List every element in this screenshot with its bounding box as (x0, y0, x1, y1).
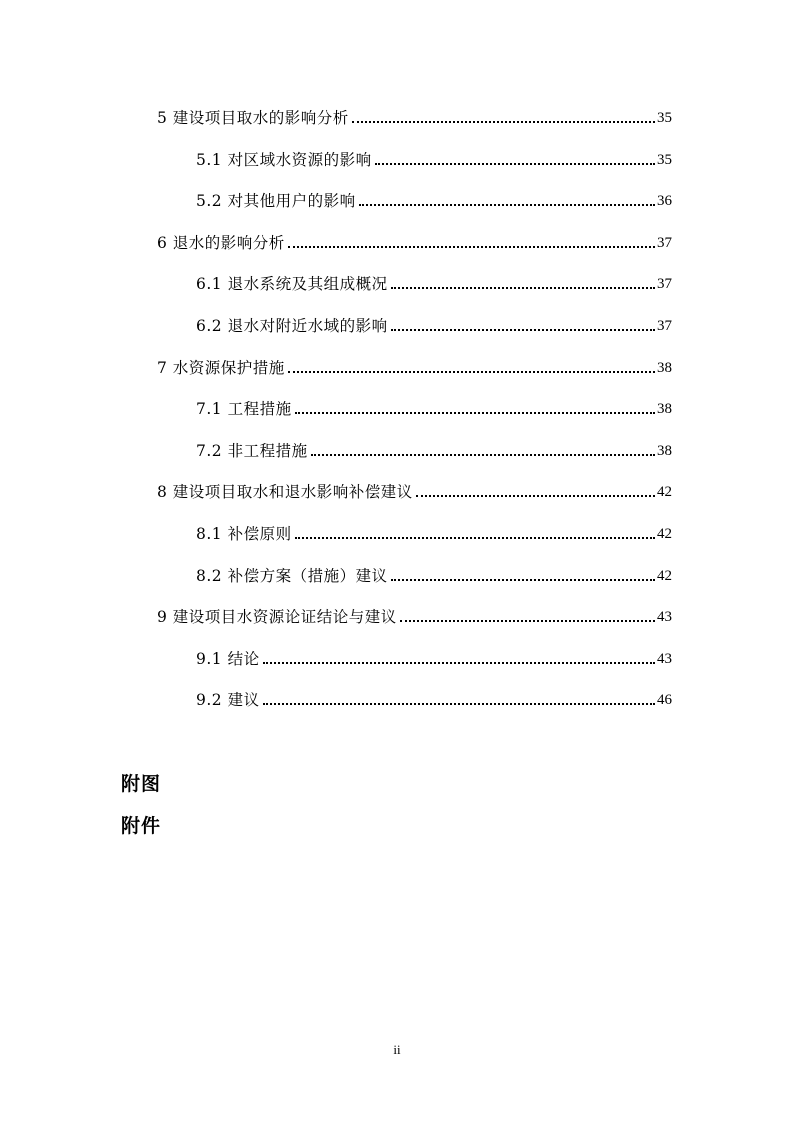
toc-entry[interactable] (196, 440, 672, 462)
toc-entry[interactable] (196, 149, 672, 171)
toc-entry-title: 7.2 非工程措施 (196, 442, 308, 460)
dot-leader (359, 204, 655, 206)
dot-leader (391, 579, 655, 581)
appendix-attachments-heading: 附件 (121, 815, 162, 837)
toc-entry[interactable] (196, 315, 672, 337)
toc-entry-title: 6 退水的影响分析 (157, 234, 285, 252)
dot-leader (263, 703, 655, 705)
dot-leader (391, 287, 655, 289)
toc-entry-title: 6.1 退水系统及其组成概况 (196, 275, 388, 293)
toc-entry-title: 8.1 补偿原则 (196, 525, 292, 543)
toc-entry-title: 8 建设项目取水和退水影响补偿建议 (157, 483, 413, 501)
toc-entry-page: 38 (657, 401, 672, 417)
toc-entry[interactable] (196, 190, 672, 212)
dot-leader (375, 163, 655, 165)
toc-entry-page: 42 (657, 526, 672, 542)
toc-entry-title: 9 建设项目水资源论证结论与建议 (157, 608, 397, 626)
toc-entry[interactable] (157, 481, 672, 503)
dot-leader (263, 662, 655, 664)
toc-entry-title: 5.1 对区域水资源的影响 (196, 151, 372, 169)
toc-entry-title: 5.2 对其他用户的影响 (196, 192, 356, 210)
toc-entry-title: 5 建设项目取水的影响分析 (157, 109, 349, 127)
dot-leader (288, 246, 655, 248)
toc-entry-page: 35 (657, 152, 672, 168)
toc-entry-page: 46 (657, 692, 672, 708)
toc-entry[interactable] (196, 273, 672, 295)
dot-leader (400, 620, 655, 622)
toc-entry-page: 38 (657, 443, 672, 459)
toc-entry-page: 38 (657, 360, 672, 376)
dot-leader (391, 329, 655, 331)
toc-entry-page: 37 (657, 276, 672, 292)
toc-entry[interactable] (196, 648, 672, 670)
toc-entry[interactable] (196, 565, 672, 587)
toc-entry-title: 6.2 退水对附近水域的影响 (196, 317, 388, 335)
dot-leader (311, 454, 655, 456)
toc-entry-page: 36 (657, 193, 672, 209)
toc-entry[interactable] (196, 398, 672, 420)
dot-leader (352, 121, 655, 123)
toc-entry-title: 9.2 建议 (196, 691, 260, 709)
toc-entry-page: 42 (657, 568, 672, 584)
toc-entry-title: 9.1 结论 (196, 650, 260, 668)
toc-entry-page: 35 (657, 110, 672, 126)
toc-entry[interactable] (157, 357, 672, 379)
toc-entry-page: 42 (657, 484, 672, 500)
toc-entry[interactable] (196, 689, 672, 711)
toc-entry[interactable] (157, 232, 672, 254)
toc-entry-page: 37 (657, 235, 672, 251)
toc-entry-title: 8.2 补偿方案（措施）建议 (196, 567, 388, 585)
toc-entry[interactable] (196, 523, 672, 545)
toc-entry-page: 43 (657, 651, 672, 667)
toc-entry[interactable] (157, 107, 672, 129)
dot-leader (295, 412, 655, 414)
dot-leader (295, 537, 655, 539)
toc-entry-page: 43 (657, 609, 672, 625)
toc-entry-title: 7.1 工程措施 (196, 400, 292, 418)
toc-entry-page: 37 (657, 318, 672, 334)
toc-entry[interactable] (157, 606, 672, 628)
dot-leader (288, 371, 655, 373)
toc-entry-title: 7 水资源保护措施 (157, 359, 285, 377)
dot-leader (416, 495, 655, 497)
appendix-figures-heading: 附图 (121, 773, 162, 795)
page-number: ii (393, 1042, 401, 1057)
